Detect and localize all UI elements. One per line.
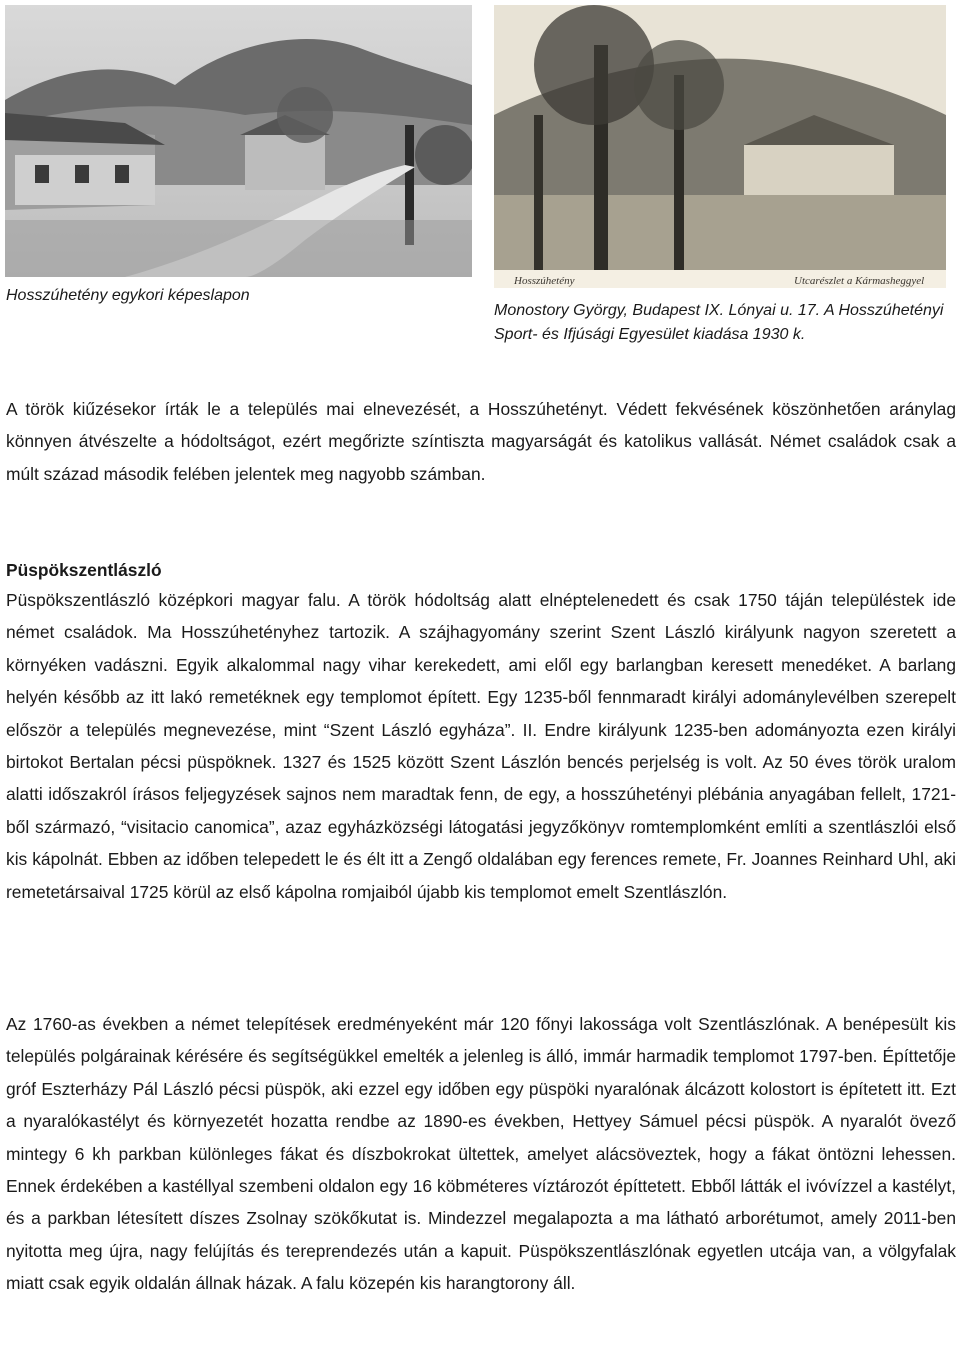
street-postcard-photo bbox=[494, 5, 946, 288]
section-heading: Püspökszentlászló bbox=[6, 560, 162, 580]
village-postcard-photo bbox=[5, 5, 472, 277]
left-photo-caption: Hosszúhetény egykori képeslapon bbox=[6, 287, 250, 304]
postcard-label-right: Utcarészlet a Kármasheggyel bbox=[794, 275, 925, 287]
right-photo-caption: Monostory György, Budapest IX. Lónyai u. 17. A Hosszúhetényi Sport- és Ifjúsági Egyesület kiadása 1930 k. bbox=[494, 302, 944, 343]
history-paragraph: Püspökszentlászló középkori magyar falu. A török hódoltság alatt elnéptelenedett és csak 1750 táján településtek ide német családok. Ma Hosszúhetényhez tartozik. A szájhagyomány szerint Szent László királyunk nagyon szeretett a környéken vadászni. Egyik alkalommal nagy vihar kerekedett, ami elől egy barlangban keresett menedéket. A barlang helyén később az itt lakó remetéknek egy templomot épített. Egy 1235-ből fennmaradt királyi adománylevélben szerepelt először a település megnevezése, mint “Szent László egyháza”. II. Endre királyunk 1235-ben adományozta ezen királyi birtokot Bertalan pécsi püspöknek. 1327 és 1525 között Szent Lászlón bencés perjelség is volt. Az 50 éves török uralom alatti időszakról írásos feljegyzések sajnos nem maradtak fenn, de egy, a hosszúhetényi plébánia anyagában fellelt, 1721-ből származó, “visitacio canomica”, azaz egyházközségi látogatási jegyzőkönyv romtemplomként említi a szentlászlói első kis kápolnát. Ebben az időben telepedett le és élt itt a Zengő oldalában egy ferences remete, Fr. Joannes Reinhard Uhl, aki remetetársaival 1725 körül az első kápolna romjaiból újabb kis templomot emelt Szentlászlón. bbox=[6, 590, 956, 902]
intro-paragraph: A török kiűzésekor írták le a település mai elnevezését, a Hosszúhetényt. Védett fekvésének köszönhetően aránylag könnyen átvészelte a hódoltságot, ezért megőrizte színtiszta magyarságát és katolikus vallását. Német családok csak a múlt század második felében jelentek meg nagyobb számban. bbox=[6, 399, 956, 484]
postcard-label-left: Hosszúhetény bbox=[514, 275, 575, 287]
arboretum-paragraph: Az 1760-as években a német telepítések eredményeként már 120 főnyi lakossága volt Szentlászlónak. A benépesült kis település polgárainak kérésére és segítségükkel emelték a jelenleg is álló, immár harmadik templomot 1797-ben. Építtetője gróf Eszterházy Pál László pécsi püspök, aki ezzel egy időben egy püspöki nyaralónak álcázott kolostort is építetett itt. Ezt a nyaralókastélyt és környezetét hozatta rendbe az 1890-es években, Hettyey Sámuel pécsi püspök. A nyaralót övező mintegy 6 kh parkban különleges fákat és díszbokrokat ültettek, amelyet alácsöveztek, hogy a fákat öntözni lehessen. Ennek érdekében a kastéllyal szembeni oldalon egy 16 köbméteres víztározót építtetett. Ebből látták el ivóvízzel a kastélyt, és a parkban létesített díszes Zsolnay szökőkutat is. Mindezzel megalapozta a ma látható arborétumot, amely 2011-ben nyitotta meg újra, nagy felújítás és tereprendezés után a kapuit. Püspökszentlászlónak egyetlen utcája van, a völgyfalak miatt csak egyik oldalán állnak házak. A falu közepén kis harangtorony áll. bbox=[6, 1014, 956, 1294]
